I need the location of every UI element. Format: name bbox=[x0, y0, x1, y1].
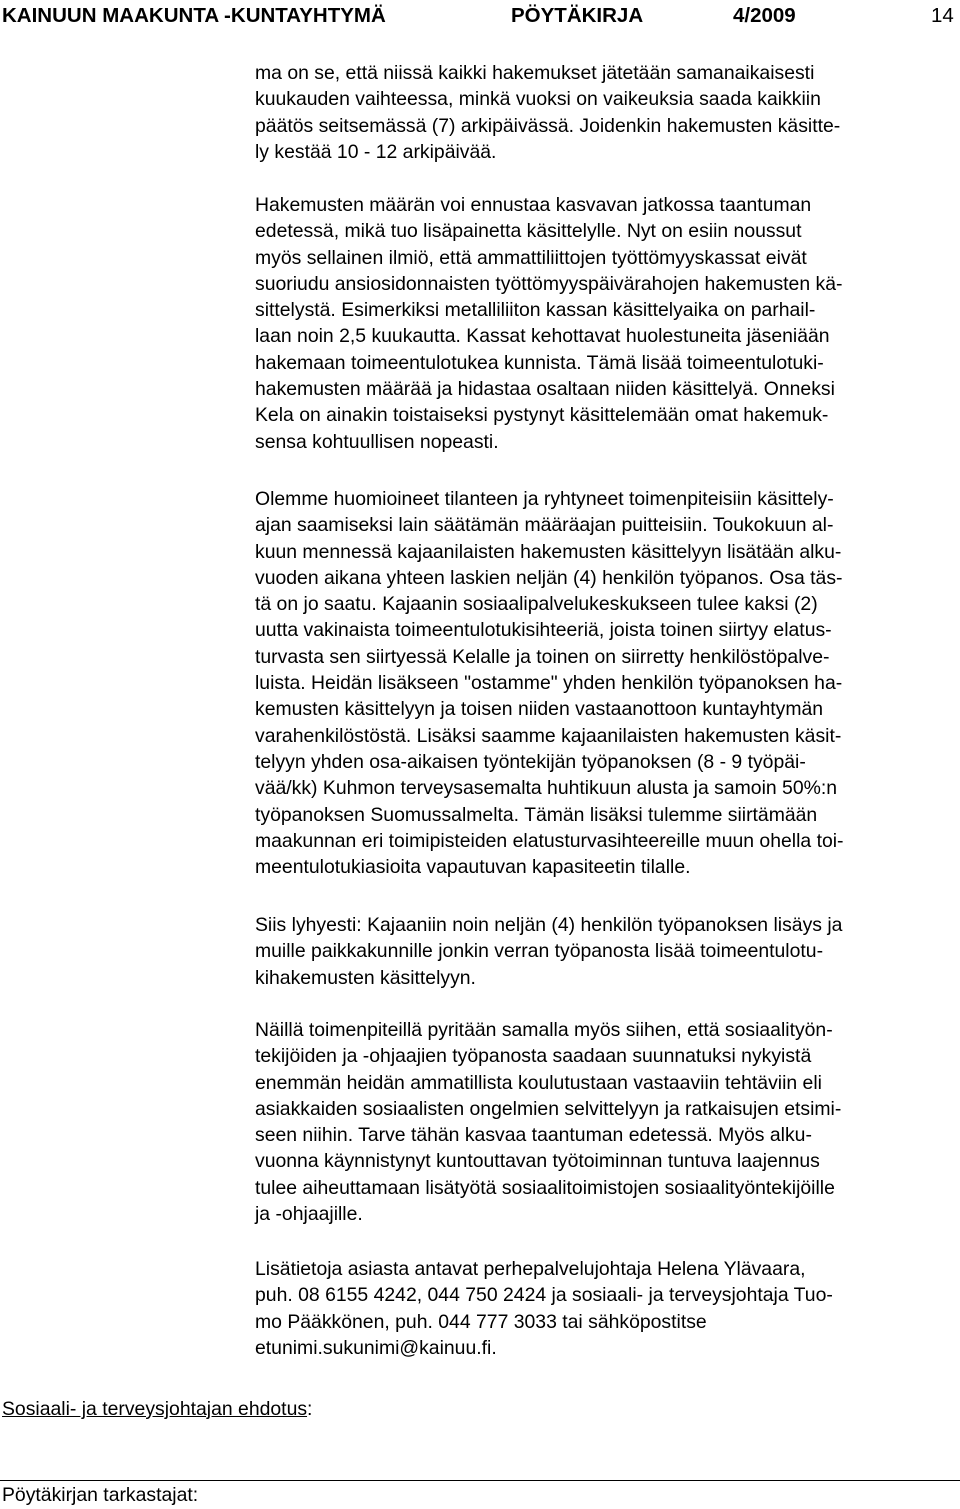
text-line: kuukauden vaihteessa, minkä vuoksi on vaikeuksia saada kaikkiin bbox=[255, 88, 821, 111]
paragraph-5 bbox=[255, 1017, 957, 1227]
proposal-label: Sosiaali- ja terveysjohtajan ehdotus bbox=[2, 1398, 308, 1420]
text-line: tulee aiheuttamaan lisätyötä sosiaalitoimistojen sosiaalityöntekijöille bbox=[255, 1176, 835, 1199]
text-line: sittelystä. Esimerkiksi metalliliiton kassan käsittelyaika on parhail- bbox=[255, 299, 816, 322]
text-line: Siis lyhyesti: Kajaaniin noin neljän (4) henkilön työpanoksen lisäys ja bbox=[255, 914, 843, 936]
text-line: edetessä, mikä tuo lisäpainetta käsittelylle. Nyt on esiin noussut bbox=[255, 220, 802, 243]
text-line: seen niihin. Tarve tähän kasvaa taantuman edetessä. Myös alku- bbox=[255, 1124, 812, 1147]
text-line: telyyn yhden osa-aikaisen työntekijän työpanoksen (8 - 9 työpäi- bbox=[255, 750, 806, 773]
text-line: ly kestää 10 - 12 arkipäivää. bbox=[255, 140, 497, 163]
document-number: 4/2009 bbox=[733, 4, 796, 27]
text-line: tekijöiden ja -ohjaajien työpanosta saadaan suunnatuksi nykyistä bbox=[255, 1045, 812, 1068]
proposal-heading bbox=[2, 1398, 312, 1421]
text-line: Hakemusten määrän voi ennustaa kasvavan jatkossa taantuman bbox=[255, 194, 812, 216]
text-line: suoriudu ansiosidonnaisten työttömyyspäivärahojen hakemusten kä- bbox=[255, 272, 843, 295]
text-line: työpanoksen Suomussalmelta. Tämän lisäksi tulemme siirtämään bbox=[255, 803, 818, 826]
text-line: sensa kohtuullisen nopeasti. bbox=[255, 430, 499, 453]
text-line: kemusten käsittelyyn ja toisen niiden vastaanottoon kuntayhtymän bbox=[255, 698, 824, 721]
paragraph-6 bbox=[255, 1256, 957, 1361]
text-line: Kela on ainakin toistaiseksi pystynyt käsittelemään omat hakemuk- bbox=[255, 404, 829, 427]
text-line: maakunnan eri toimipisteiden elatusturvasihteereille muun ohella toi- bbox=[255, 829, 844, 852]
text-line: hakemaan toimeentulotukea kunnista. Tämä lisää toimeentulotuki- bbox=[255, 351, 824, 374]
text-line: ma on se, että niissä kaikki hakemukset jätetään samanaikaisesti bbox=[255, 62, 815, 84]
paragraph-3 bbox=[255, 486, 957, 880]
text-line: luista. Heidän lisäkseen "ostamme" yhden henkilön työpanoksen ha- bbox=[255, 672, 843, 695]
text-line: hakemusten määrää ja hidastaa osaltaan niiden käsittelyä. Onneksi bbox=[255, 378, 835, 401]
page-header bbox=[0, 0, 960, 30]
text-line: Lisätietoja asiasta antavat perhepalvelujohtaja Helena Ylävaara, bbox=[255, 1258, 806, 1280]
paragraph-2 bbox=[255, 192, 957, 455]
text-line: uutta vakinaista toimeentulotukisihteeriä, joista toinen siirtyy elatus- bbox=[255, 619, 832, 642]
proposal-colon: : bbox=[307, 1398, 313, 1420]
text-line: vuonna käynnistynyt kuntouttavan työtoiminnan tuntuva laajennus bbox=[255, 1150, 820, 1173]
text-line: turvasta sen siirtyessä Kelalle ja toinen on siirretty henkilöstöpalve- bbox=[255, 645, 830, 668]
footer-divider bbox=[0, 1480, 960, 1481]
text-line: enemmän heidän ammatillista koulutustaan vastaaviin tehtäviin eli bbox=[255, 1071, 822, 1094]
text-line: Olemme huomioineet tilanteen ja ryhtyneet toimenpiteisiin käsittely- bbox=[255, 488, 834, 510]
document-type: PÖYTÄKIRJA bbox=[511, 4, 644, 27]
paragraph-1 bbox=[255, 60, 957, 165]
text-line: varahenkilöstöstä. Lisäksi saamme kajaanilaisten hakemusten käsit- bbox=[255, 724, 842, 747]
text-line: meentulotukiasioita vapautuvan kapasiteetin tilalle. bbox=[255, 856, 691, 879]
page-number: 14 bbox=[931, 4, 954, 27]
text-line: päätös seitsemässä (7) arkipäivässä. Joidenkin hakemusten käsitte- bbox=[255, 114, 841, 137]
text-line: ajan saamiseksi lain säätämän määräajan puitteisiin. Toukokuun al- bbox=[255, 514, 834, 537]
text-line: ja -ohjaajille. bbox=[255, 1203, 363, 1226]
text-line: Näillä toimenpiteillä pyritään samalla myös siihen, että sosiaalityön- bbox=[255, 1019, 833, 1041]
text-line: kuun mennessä kajaanilaisten hakemusten käsittelyyn lisätään alku- bbox=[255, 540, 842, 563]
text-line: vuoden aikana yhteen laskien neljän (4) henkilön työpanos. Osa täs- bbox=[255, 566, 843, 589]
text-line: myös sellainen ilmiö, että ammattiliittojen työttömyyskassat eivät bbox=[255, 246, 807, 269]
organization-name: KAINUUN MAAKUNTA -KUNTAYHTYMÄ bbox=[2, 4, 386, 27]
text-line: asiakkaiden sosiaalisten ongelmien selvittelyyn ja ratkaisujen etsimi- bbox=[255, 1097, 842, 1120]
text-line: mo Pääkkönen, puh. 044 777 3033 tai sähköpostitse bbox=[255, 1310, 707, 1333]
text-line: etunimi.sukunimi@kainuu.fi. bbox=[255, 1336, 497, 1359]
footer-label: Pöytäkirjan tarkastajat: bbox=[2, 1484, 199, 1506]
text-line: muille paikkakunnille jonkin verran työpanosta lisää toimeentulotu- bbox=[255, 940, 824, 963]
text-line: laan noin 2,5 kuukautta. Kassat kehottavat huolestuneita jäseniään bbox=[255, 325, 830, 348]
text-line: vää/kk) Kuhmon terveysasemalta huhtikuun alusta ja samoin 50%:n bbox=[255, 777, 838, 800]
paragraph-4 bbox=[255, 912, 957, 991]
text-line: tä on jo saatu. Kajaanin sosiaalipalvelukeskukseen tulee kaksi (2) bbox=[255, 593, 818, 616]
text-line: puh. 08 6155 4242, 044 750 2424 ja sosiaali- ja terveysjohtaja Tuo- bbox=[255, 1284, 833, 1307]
text-line: kihakemusten käsittelyyn. bbox=[255, 966, 476, 989]
